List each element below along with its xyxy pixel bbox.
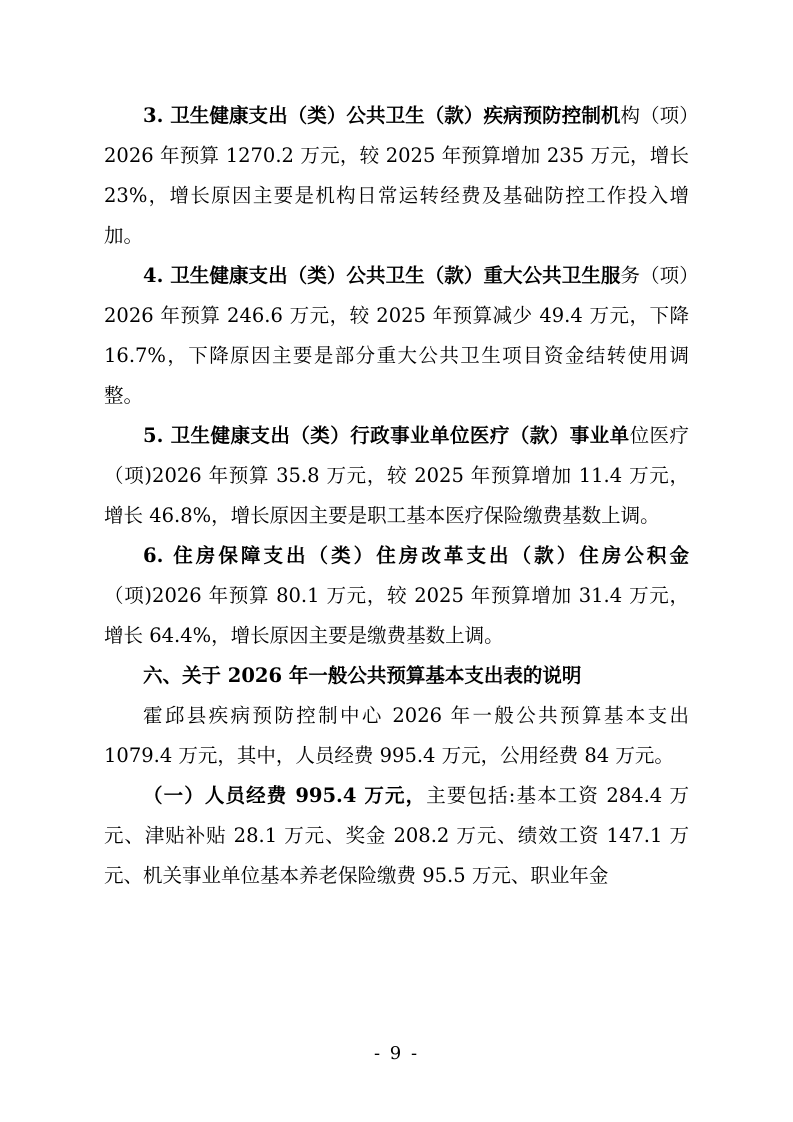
- document-body: [104, 96, 689, 896]
- subsection-personnel-expenses: [104, 776, 689, 896]
- page-number: - 9 -: [373, 1043, 420, 1064]
- subsection-personnel-expenses-lead: （一）人员经费 995.4 万元，: [143, 784, 427, 807]
- section-heading-six: 六、关于 2026 年一般公共预算基本支出表的说明: [143, 664, 582, 687]
- paragraph-item-3-lead: 3. 卫生健康支出（类）公共卫生（款）疾病预防控制机: [143, 104, 621, 127]
- paragraph-item-5-lead: 5. 卫生健康支出（类）行政事业单位医疗（款）事业单: [143, 424, 630, 447]
- subsection-personnel-expenses-text: 主要包括:基本工资 284.4 万元、津贴补贴 28.1 万元、奖金 208.2 万元、绩效工资 147.1 万元、机关事业单位基本养老保险缴费 95.5 万元、职业年金: [104, 784, 690, 887]
- paragraph-item-6: [104, 536, 689, 656]
- paragraph-item-4-lead: 4. 卫生健康支出（类）公共卫生（款）重大公共卫生服: [143, 264, 621, 287]
- paragraph-item-5-text: 位医疗（项)2026 年预算 35.8 万元，较 2025 年预算增加 11.4 万元，增长 46.8%，增长原因主要是职工基本医疗保险缴费基数上调。: [104, 424, 689, 527]
- paragraph-item-6-lead: 6. 住房保障支出（类）住房改革支出（款）住房公积金: [143, 544, 689, 567]
- paragraph-item-4-text: 务（项）2026 年预算 246.6 万元，较 2025 年预算减少 49.4 万元，下降 16.7%，下降原因主要是部分重大公共卫生项目资金结转使用调整。: [104, 264, 689, 407]
- paragraph-item-5: [104, 416, 689, 536]
- paragraph-item-3: [104, 96, 689, 256]
- paragraph-item-4: [104, 256, 689, 416]
- section-body-six: 霍邱县疾病预防控制中心 2026 年一般公共预算基本支出 1079.4 万元，其中，人员经费 995.4 万元，公用经费 84 万元。: [104, 704, 689, 767]
- paragraph-item-3-text: 构（项）2026 年预算 1270.2 万元，较 2025 年预算增加 235 万元，增长 23%，增长原因主要是机构日常运转经费及基础防控工作投入增加。: [104, 104, 689, 247]
- paragraph-item-6-text: （项)2026 年预算 80.1 万元，较 2025 年预算增加 31.4 万元，增长 64.4%，增长原因主要是缴费基数上调。: [104, 584, 689, 647]
